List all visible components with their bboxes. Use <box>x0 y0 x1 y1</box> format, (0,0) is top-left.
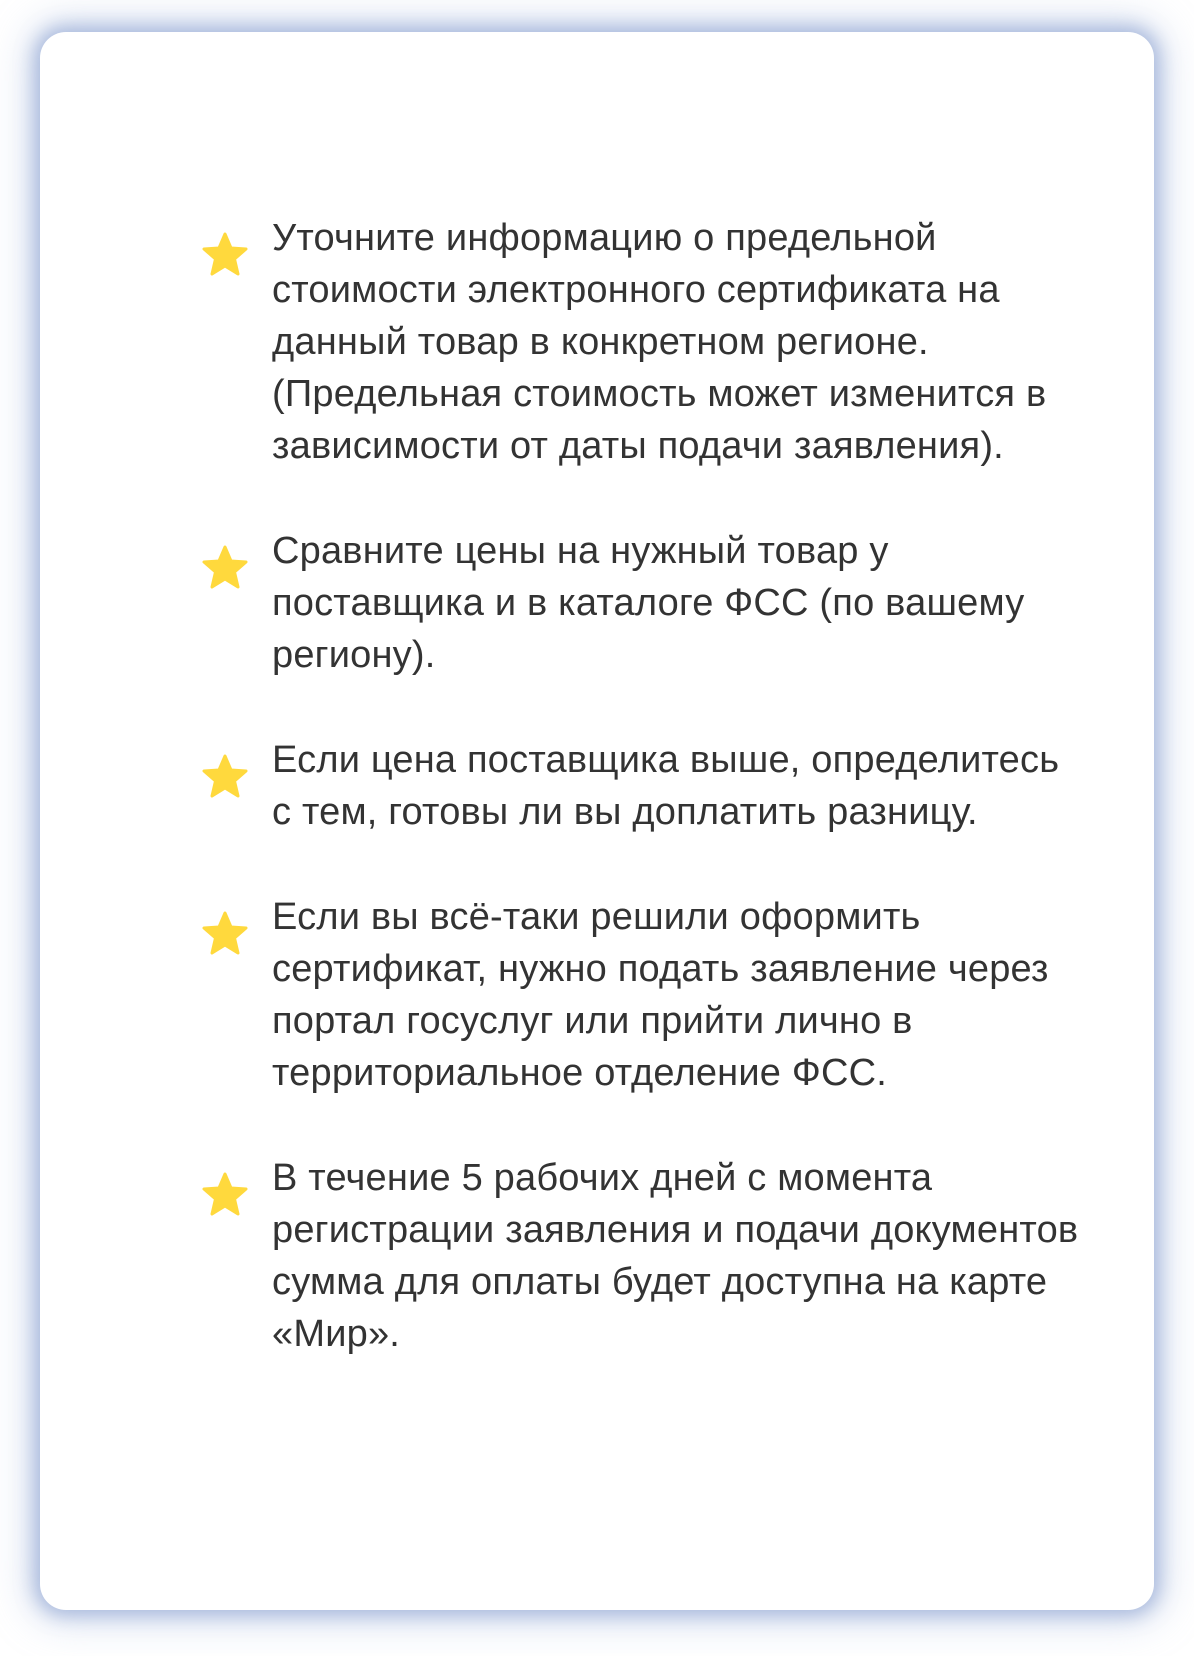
star-icon <box>200 543 250 593</box>
list-item <box>200 212 1080 472</box>
star-icon <box>200 752 250 802</box>
star-icon <box>200 909 250 959</box>
list-item <box>200 734 1080 838</box>
list-item <box>200 525 1080 681</box>
tip-text: В течение 5 рабочих дней с момента регистрации заявления и подачи документов сумма для оплаты будет доступна на карте «Мир». <box>272 1157 1079 1355</box>
tip-text: Сравните цены на нужный товар у поставщика и в каталоге ФСС (по вашему региону). <box>272 530 1025 676</box>
star-icon <box>200 1170 250 1220</box>
tip-text: Если вы всё-таки решили оформить сертификат, нужно подать заявление через портал госуслуг или прийти лично в территориальное отделение ФСС. <box>272 896 1049 1094</box>
tips-card <box>40 32 1154 1610</box>
list-item <box>200 891 1080 1099</box>
tips-list <box>200 212 1080 1413</box>
tip-text: Уточните информацию о предельной стоимости электронного сертификата на данный товар в конкретном регионе. (Предельная стоимость может изменится в зависимости от даты подачи заявления). <box>272 217 1047 467</box>
tip-text: Если цена поставщика выше, определитесь с тем, готовы ли вы доплатить разницу. <box>272 739 1060 833</box>
star-icon <box>200 230 250 280</box>
list-item <box>200 1152 1080 1360</box>
